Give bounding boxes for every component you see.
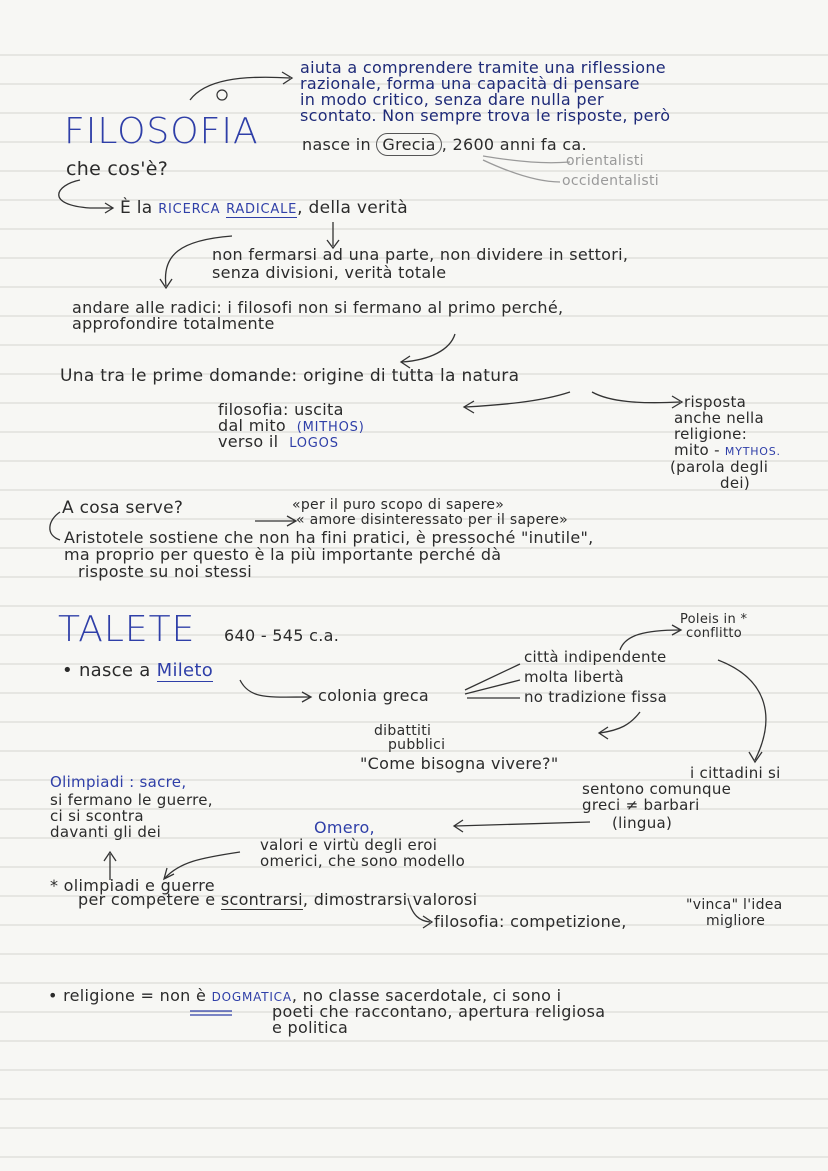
born-prefix: • nasce a <box>62 660 151 681</box>
branch-occidentalisti: occidentalisti <box>562 173 659 189</box>
city-tradition: no tradizione fissa <box>524 688 668 706</box>
curved-arrow-icon <box>190 77 290 100</box>
origin-country: Grecia <box>376 133 441 156</box>
values-line-1: valori e virtù degli eroi <box>260 836 438 854</box>
branch-orientalisti: orientalisti <box>566 153 644 169</box>
purpose-answer-1: «per il puro scopo di sapere» <box>292 497 505 513</box>
definition-line-1: aiuta a comprendere tramite una riflessione <box>300 58 666 77</box>
question-what-is: che cos'è? <box>66 158 169 180</box>
rel-line-6: dei) <box>720 474 750 492</box>
phil-logos: LOGOS <box>289 436 339 451</box>
rel-mythos: MYTHOS. <box>724 445 781 458</box>
phil-line-3-text: verso il <box>218 432 279 451</box>
roots-line-1: andare alle radici: i filosofi non si fermano al primo perché, <box>72 298 564 317</box>
born-city: Mileto <box>156 660 214 681</box>
rel-line-5: (parola degli <box>670 458 769 476</box>
rel-line-3: religione: <box>674 425 748 443</box>
values-line-2: omerici, che sono modello <box>260 852 466 870</box>
religion-prefix: • religione = <box>48 986 155 1005</box>
olympics-line-4: davanti gli dei <box>50 823 162 841</box>
detail-line-2: senza divisioni, verità totale <box>212 263 447 282</box>
answer-prefix: È la <box>120 198 153 218</box>
phil-line-1: filosofia: uscita <box>218 400 344 419</box>
answer-arrow-icon <box>59 180 112 208</box>
long-down-arrow-icon <box>718 660 766 760</box>
aristotle-line-1: Aristotele sostiene che non ha fini pratici, è pressoché "inutile", <box>64 528 594 547</box>
definition-line-4: scontato. Non sempre trova le risposte, però <box>300 106 671 125</box>
aristotle-line-3: risposte su noi stessi <box>78 562 253 581</box>
philosophy-competition: filosofia: competizione, <box>434 912 627 931</box>
phil-mithos: (MITHOS) <box>296 420 365 435</box>
first-question: Una tra le prime domande: origine di tutta la natura <box>60 366 520 386</box>
purpose-question: A cosa serve? <box>62 498 184 518</box>
detail-line-1: non fermarsi ad una parte, non dividere in settori, <box>212 245 629 264</box>
purpose-answer-2: « amore disinteressato per il sapere» <box>296 512 569 528</box>
phil-line-2-text: dal mito <box>218 416 286 435</box>
origin-suffix: , 2600 anni fa ca. <box>441 135 587 154</box>
star-scontrarsi: scontrarsi <box>220 890 303 909</box>
debate-line-1: dibattiti <box>374 723 432 739</box>
rel-line-2: anche nella <box>674 409 765 427</box>
section-title-talete: TALETE <box>58 609 196 650</box>
debate-line-3: "Come bisogna vivere?" <box>360 754 559 773</box>
feel-line-3: (lingua) <box>612 814 673 832</box>
aristotle-line-2: ma proprio per questo è la più importante perché dà <box>64 545 502 564</box>
star-line-1: * olimpiadi e guerre <box>50 876 215 895</box>
colony: colonia greca <box>318 686 430 705</box>
definition-line-3: in modo critico, senza dare nulla per <box>300 90 604 109</box>
roots-line-2: approfondire totalmente <box>72 314 275 333</box>
debate-line-2: pubblici <box>388 737 446 753</box>
star-line-2 <box>78 892 477 908</box>
religion-line-3: e politica <box>272 1018 349 1037</box>
religion-non: non <box>159 986 191 1005</box>
religion-dogmatica: DOGMATICA <box>211 990 292 1004</box>
answer-line <box>120 200 408 217</box>
rel-line-4 <box>674 443 781 458</box>
answer-ricerca: RICERCA <box>158 202 221 217</box>
religion-rest-1: , no classe sacerdotale, ci sono i <box>291 986 562 1005</box>
rel-mito: mito - <box>674 441 720 459</box>
phil-line-3 <box>218 434 339 450</box>
olympics-line-1: Olimpiadi : sacre, <box>50 773 187 791</box>
poleis-line-2: conflitto <box>686 626 742 641</box>
section-title-filosofia: FILOSOFIA <box>64 111 259 152</box>
answer-radicale: RADICALE <box>226 202 298 217</box>
origin-prefix: nasce in <box>302 135 371 154</box>
poleis-line-1: Poleis in * <box>680 612 748 627</box>
answer-suffix: , della verità <box>297 198 408 218</box>
definition-line-2: razionale, forma una capacità di pensare <box>300 74 640 93</box>
star-valorosi: , dimostrarsi valorosi <box>302 890 478 909</box>
religion-e: è <box>196 986 207 1005</box>
city-liberty: molta libertà <box>524 668 625 686</box>
wins-idea: "vinca" l'idea <box>686 897 783 913</box>
born-line <box>62 662 213 680</box>
homer: Omero, <box>314 818 375 837</box>
talete-dates: 640 - 545 c.a. <box>224 626 340 645</box>
star-compete: per competere e <box>78 890 216 909</box>
olympics-line-2: si fermano le guerre, <box>50 791 213 809</box>
best-idea: migliore <box>706 913 766 929</box>
city-independent: città indipendente <box>524 648 667 666</box>
olympics-line-3: ci si scontra <box>50 807 144 825</box>
religion-line-2: poeti che raccontano, apertura religiosa <box>272 1002 606 1021</box>
origin-line <box>302 137 587 153</box>
feel-line-1: sentono comunque <box>582 780 732 798</box>
feel-line-2: greci ≠ barbari <box>582 796 700 814</box>
citizens: i cittadini si <box>690 764 781 782</box>
rel-line-1: risposta <box>684 393 747 411</box>
